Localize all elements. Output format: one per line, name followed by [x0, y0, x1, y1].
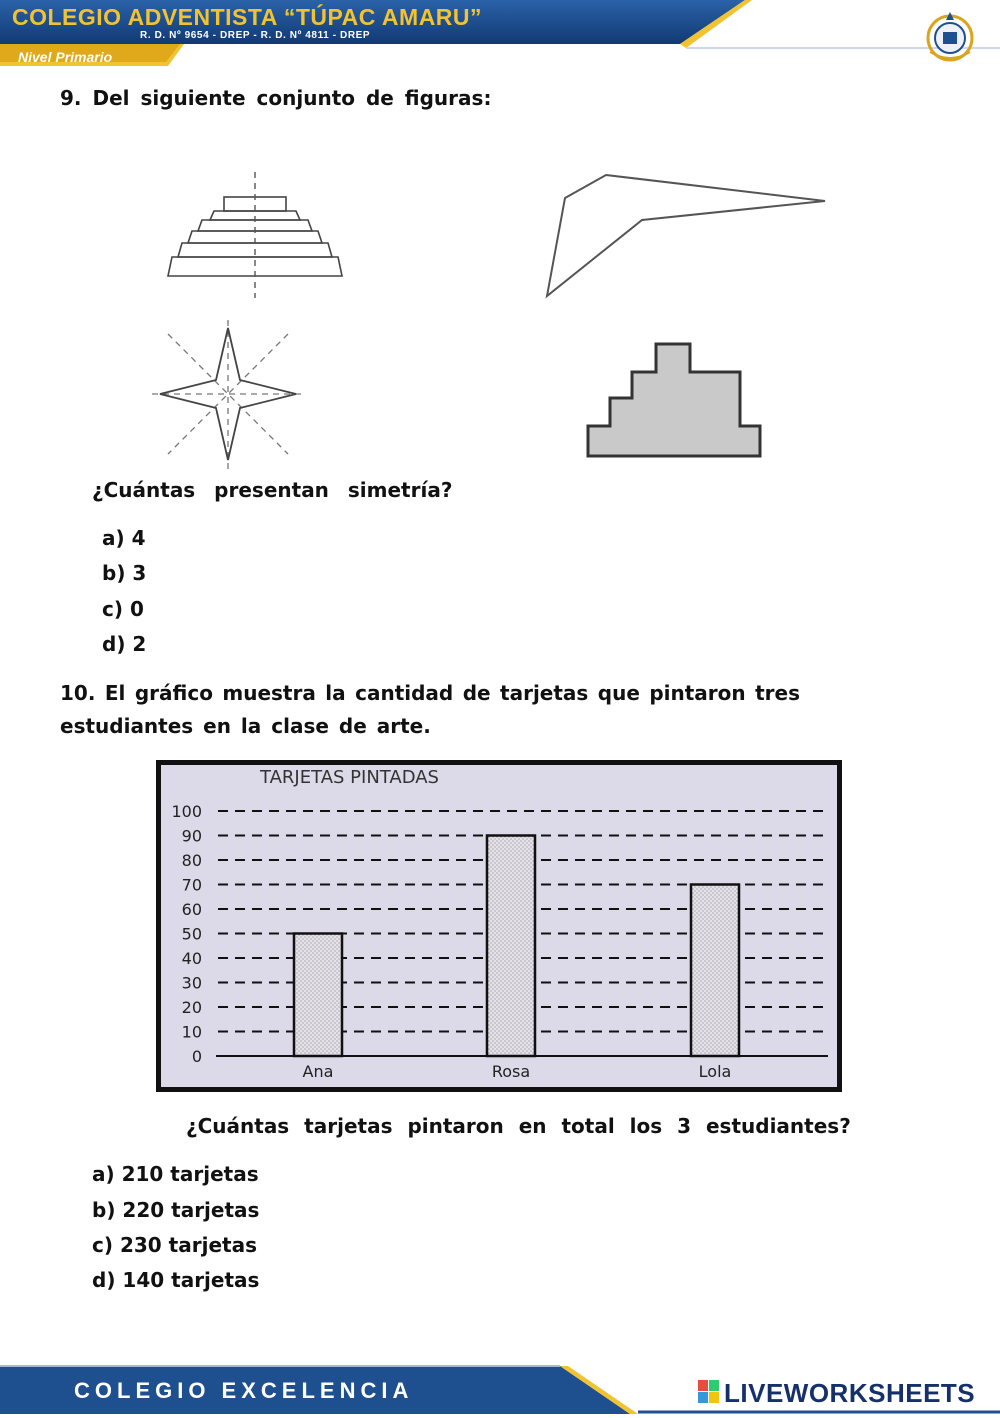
x-category-label: Rosa	[491, 1062, 531, 1081]
bar-rosa	[487, 836, 535, 1057]
question-10-prompt-line1: 10. El gráfico muestra la cantidad de tarjetas que pintaron tres	[60, 681, 800, 705]
q9-option-c[interactable]: c) 0	[102, 597, 144, 621]
stepped-block-figure	[580, 336, 770, 466]
y-tick-label: 100	[171, 802, 202, 821]
school-level: Nivel Primario	[18, 49, 113, 65]
y-tick-label: 90	[181, 826, 202, 846]
q10-option-c[interactable]: c) 230 tarjetas	[92, 1233, 257, 1257]
school-resolution: R. D. Nº 9654 - DREP - R. D. Nº 4811 - DREP	[140, 30, 371, 41]
x-category-label: Lola	[698, 1062, 732, 1081]
y-tick-label: 20	[181, 998, 202, 1017]
irregular-polygon-figure	[540, 168, 830, 300]
page-header	[0, 0, 1000, 70]
y-tick-label: 70	[181, 875, 202, 895]
question-9-prompt: 9. Del siguiente conjunto de figuras:	[60, 86, 492, 110]
y-tick-label: 80	[181, 851, 202, 870]
star-figure	[148, 318, 308, 472]
bar-ana	[294, 934, 342, 1057]
y-tick-label: 0	[191, 1047, 202, 1066]
x-category-label: Ana	[302, 1062, 334, 1081]
y-tick-label: 60	[181, 900, 202, 919]
q9-option-a[interactable]: a) 4	[102, 526, 146, 550]
liveworksheets-logo-icon	[698, 1380, 720, 1404]
q9-option-b[interactable]: b) 3	[102, 561, 147, 585]
question-9-question: ¿Cuántas presentan simetría?	[92, 478, 453, 502]
q9-option-d[interactable]: d) 2	[102, 632, 147, 656]
y-tick-label: 30	[181, 973, 202, 993]
question-10-prompt-line2: estudiantes en la clase de arte.	[60, 714, 431, 738]
y-tick-label: 40	[181, 949, 202, 968]
bar-lola	[691, 885, 739, 1057]
footer-slogan: COLEGIO EXCELENCIA	[74, 1378, 414, 1403]
y-tick-label: 10	[181, 1022, 202, 1042]
school-name: COLEGIO ADVENTISTA “TÚPAC AMARU”	[12, 4, 483, 30]
chart-title: TARJETAS PINTADAS	[260, 767, 439, 788]
liveworksheets-brand[interactable]: LIVEWORKSHEETS	[724, 1378, 976, 1408]
q10-option-b[interactable]: b) 220 tarjetas	[92, 1198, 260, 1222]
y-tick-label: 50	[181, 924, 202, 944]
bar-chart	[156, 760, 842, 1092]
stepped-pyramid-figure	[160, 168, 350, 300]
q10-option-d[interactable]: d) 140 tarjetas	[92, 1268, 260, 1292]
school-crest-icon	[922, 8, 978, 64]
question-10-question: ¿Cuántas tarjetas pintaron en total los 3 estudiantes?	[186, 1114, 851, 1138]
q10-option-a[interactable]: a) 210 tarjetas	[92, 1162, 259, 1186]
